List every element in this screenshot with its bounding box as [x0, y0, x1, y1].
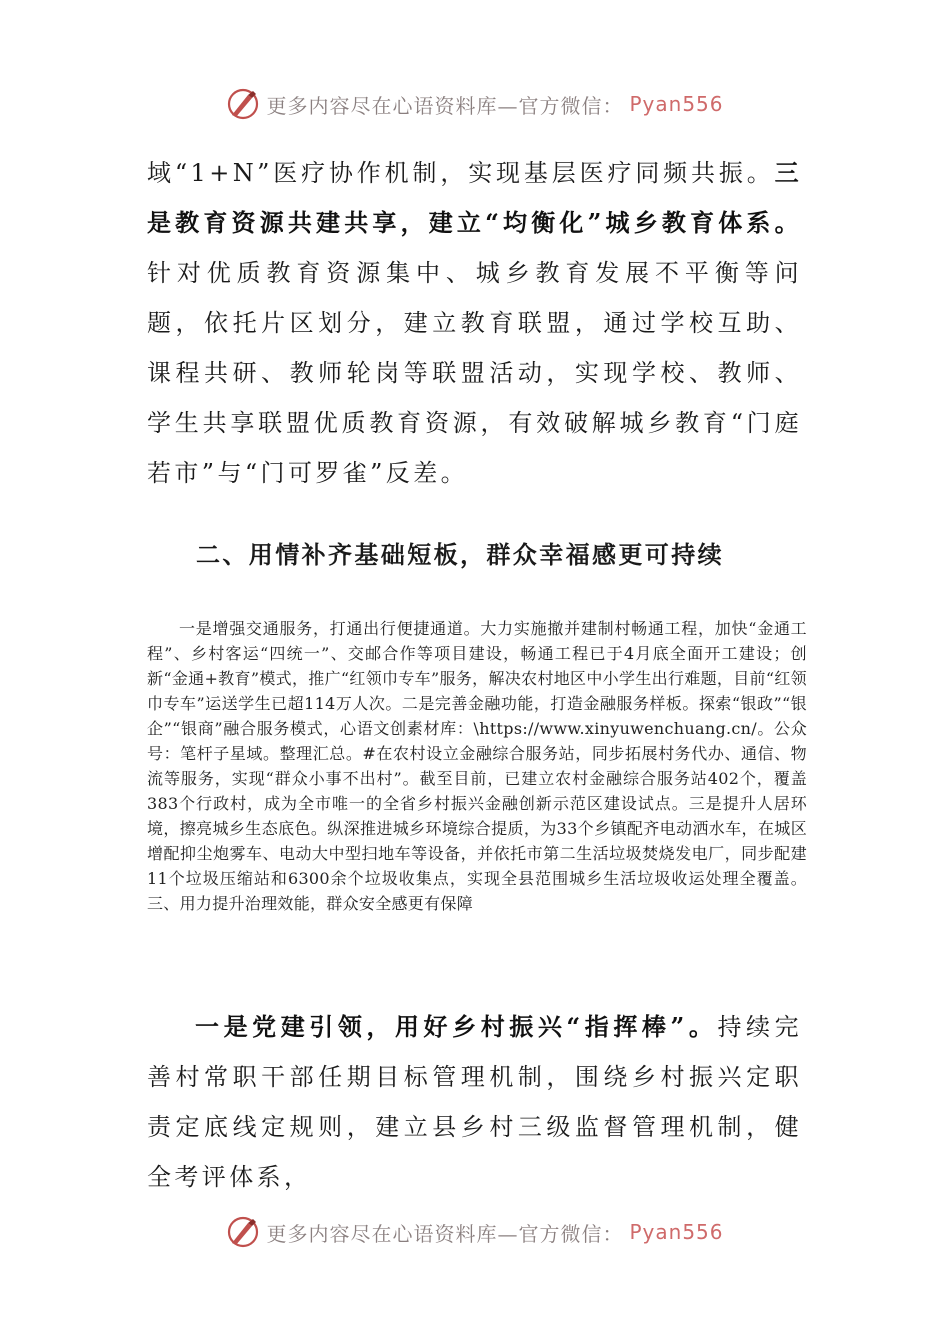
body-paragraph-education [147, 148, 802, 498]
pen-logo-icon [226, 87, 260, 121]
bold-lead-sentence: 三是教育资源共建共享，建立“均衡化”城乡教育体系。 [147, 158, 802, 237]
watermark-wechat-id: Pyan556 [629, 92, 724, 116]
body-paragraph-party-building [147, 1002, 802, 1202]
pen-logo-icon [226, 1215, 260, 1249]
section-heading: 二、用情补齐基础短板，群众幸福感更可持续 [196, 540, 724, 569]
body-paragraph-small-print: 一是增强交通服务，打通出行便捷通道。大力实施撤并建制村畅通工程，加快“金通工程”、乡村客运“四统一”、交邮合作等项目建设，畅通工程已于4月底全面开工建设；创新“金通+教育”模式，推广“红领巾专车”服务，解决农村地区中小学生出行难题，目前“红领巾专车”运送学生已超114万人次。二是完善金融功能，打造金融服务样板。探索“银政”“银企”“银商”融合服务模式，心语文创素材库：\https://www.xinyuwenchuang.cn/。公众号：笔杆子星域。整理汇总。#在农村设立金融综合服务站，同步拓展村务代办、通信、物流等服务，实现“群众小事不出村”。截至目前，已建立农村金融综合服务站402个，覆盖383个行政村，成为全市唯一的全省乡村振兴金融创新示范区建设试点。三是提升人居环境，擦亮城乡生态底色。纵深推进城乡环境综合提质，为33个乡镇配齐电动洒水车，在城区增配抑尘炮雾车、电动大中型扫地车等设备，并依托市第二生活垃圾焚烧发电厂，同步配建11个垃圾压缩站和6300余个垃圾收集点，实现全县范围城乡生活垃圾收运处理全覆盖。三、用力提升治理效能，群众安全感更有保障 [147, 619, 807, 913]
paragraph-text: 针对优质教育资源集中、城乡教育发展不平衡等问题，依托片区划分，建立教育联盟，通过学校互助、课程共研、教师轮岗等联盟活动，实现学校、教师、学生共享联盟优质教育资源，有效破解城乡教育“门庭若市”与“门可罗雀”反差。 [147, 259, 802, 487]
paragraph-text: 持续完善村常职干部任期目标管理机制，围绕乡村振兴定职责定底线定规则，建立县乡村三级监督管理机制，健全考评体系， [147, 1013, 802, 1191]
header-watermark [0, 84, 950, 124]
paragraph-text: 域“1+N”医疗协作机制，实现基层医疗同频共振。 [147, 159, 775, 187]
watermark-wechat-id: Pyan556 [629, 1220, 724, 1244]
footer-watermark [0, 1212, 950, 1252]
watermark-text: 更多内容尽在心语资料库—官方微信： [266, 93, 624, 118]
watermark-text: 更多内容尽在心语资料库—官方微信： [266, 1221, 624, 1246]
bold-lead-sentence: 一是党建引领，用好乡村振兴“指挥棒”。 [195, 1012, 718, 1041]
